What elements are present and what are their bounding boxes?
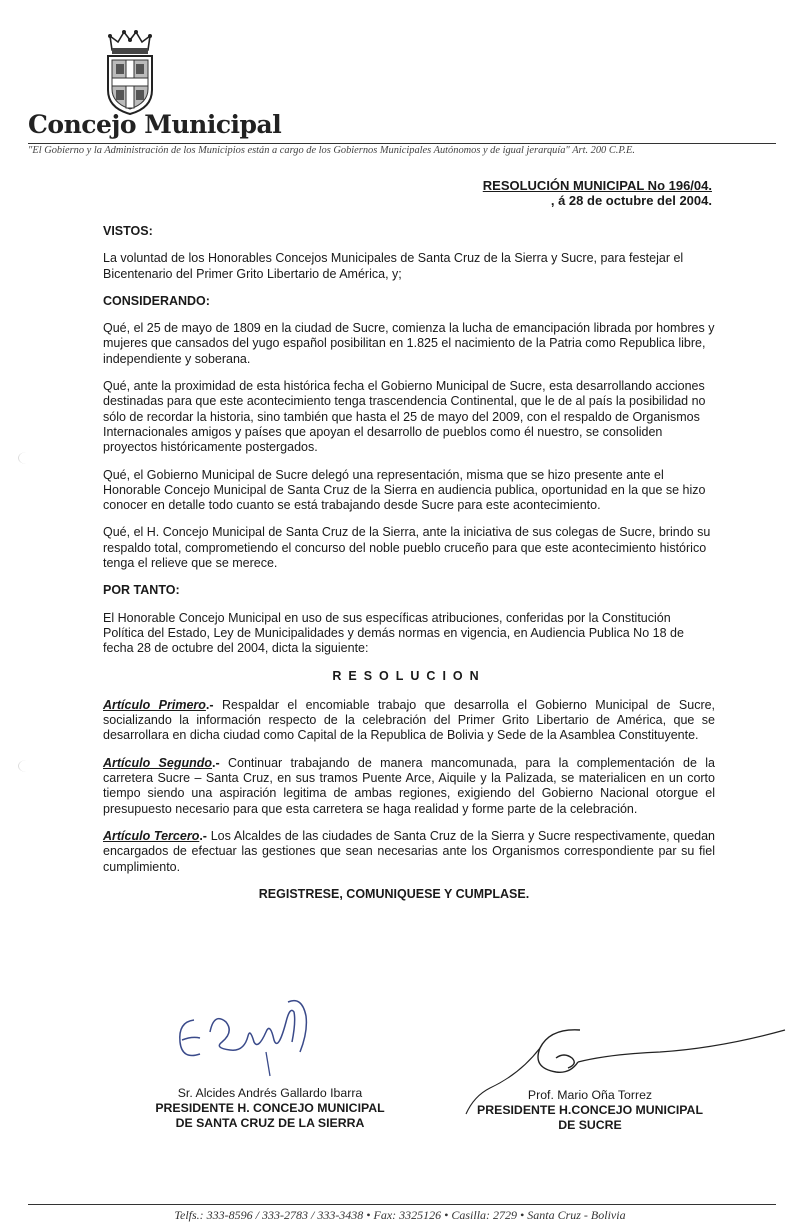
article-text: Continuar trabajando de manera mancomunada, para la complementación de la carretera Sucre – Santa Cruz, en sus tramos Puente Arce, Aiquile y la Palizada, se materialicen en un corto tiempo siendo una aspiración legitima de ambas regiones, exigiendo del Gobierno Nacional otorgue el presupuesto necesario para que esta carretera se haga realidad y forme parte de la celebración.	[103, 755, 715, 816]
considerando-heading: CONSIDERANDO:	[103, 293, 210, 308]
signatory-name: Prof. Mario Oña Torrez	[527, 1088, 653, 1102]
article-label: Artículo Tercero	[103, 828, 200, 843]
considerando-paragraph: Qué, ante la proximidad de esta histórica fecha el Gobierno Municipal de Sucre, esta desarrollando acciones destinadas para que este acontecimiento tenga trascendencia Continental, que le de al país la posibilidad no sólo de recordar la historia, sino también que hasta el 25 de mayo del 2009, con el respaldo de Organismos Internacionales amigos y países que apoyan el desarrollo de pueblos como él nuestro, se consoliden proyectos históricamente postergados.	[103, 379, 706, 455]
coat-of-arms-icon	[104, 28, 156, 116]
signature-left-icon	[170, 992, 330, 1082]
signatory-title: PRESIDENTE H.CONCEJO MUNICIPAL	[477, 1103, 703, 1117]
footer-rule	[28, 1204, 776, 1205]
punch-hole-mark	[18, 760, 35, 772]
article-separator: .-	[205, 697, 223, 712]
article-primero	[103, 698, 715, 744]
resolution-date: , á 28 de octubre del 2004.	[550, 193, 712, 208]
article-label: Artículo Segundo	[103, 755, 213, 770]
vistos-heading: VISTOS:	[103, 224, 153, 238]
considerando-paragraph: Qué, el 25 de mayo de 1809 en la ciudad de Sucre, comienza la lucha de emancipación librada por hombres y mujeres que cansados del yugo español posibilitan en 1.825 el nacimiento de la Patria como Republica libre, independiente y soberana.	[103, 321, 715, 366]
considerando-paragraph: Qué, el Gobierno Municipal de Sucre delegó una representación, misma que se hizo presente ante el Honorable Concejo Municipal de Santa Cruz de la Sierra en audiencia publica, oportunidad en la que se hizo conocer en detalle todo cuanto se está trabajando desde Sucre para este acontecimiento.	[103, 467, 706, 513]
signatory-title: PRESIDENTE H. CONCEJO MUNICIPAL	[155, 1101, 385, 1115]
article-text: Los Alcaldes de las ciudades de Santa Cruz de la Sierra y Sucre respectivamente, quedan encargados de efectuar las gestiones que sean necesarias ante los Organismos correspondiente par su fiel cumplimiento.	[103, 828, 715, 874]
footer-contact: Telfs.: 333-8596 / 333-2783 / 333-3438 • Fax: 3325126 • Casilla: 2729 • Santa Cruz - Bolivia	[174, 1208, 626, 1222]
signatory-title: DE SUCRE	[558, 1118, 622, 1132]
resolucion-title: RESOLUCION	[332, 668, 486, 683]
signature-block-left	[120, 1086, 420, 1131]
por-tanto-heading: POR TANTO:	[103, 583, 180, 598]
signatory-title: DE SANTA CRUZ DE LA SIERRA	[175, 1116, 365, 1130]
org-name: Concejo Municipal	[28, 110, 282, 139]
article-label: Artículo Primero	[103, 697, 206, 712]
vistos-text: La voluntad de los Honorables Concejos Municipales de Santa Cruz de la Sierra y Sucre, para festejar el Bicentenario del Primer Grito Libertario de América, y;	[103, 251, 684, 281]
signature-block-right	[440, 1088, 740, 1133]
article-separator: .-	[199, 828, 211, 843]
punch-hole-mark	[18, 452, 35, 464]
closing-formula: REGISTRESE, COMUNIQUESE Y CUMPLASE.	[258, 886, 530, 901]
header-rule	[28, 143, 776, 144]
article-segundo	[103, 756, 715, 817]
document-body	[103, 224, 715, 902]
article-separator: .-	[212, 755, 228, 770]
article-tercero	[103, 829, 715, 875]
article-text: Respaldar el encomiable trabajo que desarrolla el Gobierno Municipal de Sucre, socializando la información respecto de la celebración del Primer Grito Libertario de América, que se desarrollara en dicha ciudad como Capital de la Republica de Bolivia y Sede de la Asamblea Constituyente.	[103, 697, 716, 743]
header-motto: "El Gobierno y la Administración de los Municipios están a cargo de los Gobiernos Municipales Autónomos y de igual jerarquía" Art. 200 C.P.E.	[28, 145, 635, 156]
considerando-paragraph: Qué, el H. Concejo Municipal de Santa Cruz de la Sierra, ante la iniciativa de sus colegas de Sucre, brindo su respaldo total, comprometiendo el concurso del noble pueblo cruceño para que este acontecimiento histórico tenga el relieve que se merece.	[103, 525, 711, 571]
signatory-name: Sr. Alcides Andrés Gallardo Ibarra	[177, 1086, 363, 1100]
resolution-heading	[483, 178, 712, 208]
por-tanto-text: El Honorable Concejo Municipal en uso de sus específicas atribuciones, conferidas por la Constitución Política del Estado, Ley de Municipalidades y demás normas en vigencia, en Audiencia Publica No 18 de fecha 28 de octubre del 2004, dicta la siguiente:	[103, 610, 684, 656]
resolution-number: RESOLUCIÓN MUNICIPAL No 196/04.	[482, 178, 712, 193]
